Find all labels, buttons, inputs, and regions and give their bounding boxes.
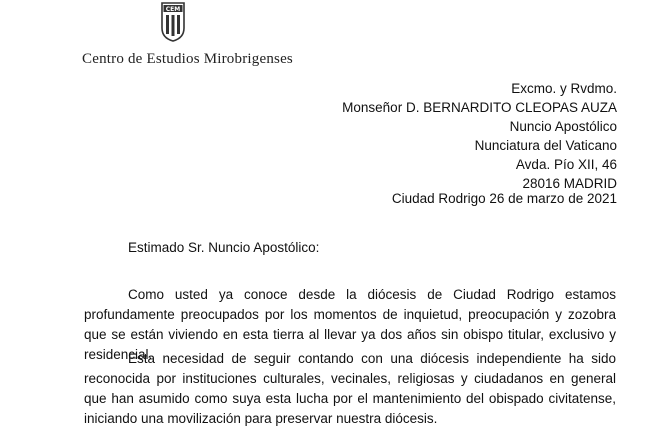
organization-name: Centro de Estudios Mirobrigenses (82, 51, 293, 67)
recipient-line: Excmo. y Rvdmo. (511, 81, 617, 96)
recipient-line: 28016 MADRID (522, 176, 617, 191)
letter-date: Ciudad Rodrigo 26 de marzo de 2021 (391, 191, 617, 206)
recipient-line: Nuncio Apostólico (509, 119, 617, 134)
logo-lettering: CEM (165, 5, 181, 13)
salutation: Estimado Sr. Nuncio Apostólico: (128, 240, 320, 255)
recipient-line: Monseñor D. BERNARDITO CLEOPAS AUZA (342, 100, 617, 115)
body-paragraph: Como usted ya conoce desde la diócesis de Ciudad Rodrigo estamos profundamente preocupados por los momentos de inquietud, preocupación y zozobra que se están viviendo en esta tierra al llevar ya dos años sin obispo titular, exclusivo y residencial. (84, 287, 616, 362)
body-paragraph: Esta necesidad de seguir contando con una diócesis independiente ha sido reconocida por instituciones culturales, vecinales, religiosas y ciudadanos en general que han asumido como suya esta lucha por el mantenimiento del obispado civitatense, iniciando una movilización para preservar nuestra diócesis. (84, 351, 616, 426)
recipient-line: Nunciatura del Vaticano (474, 138, 617, 153)
letterhead (82, 2, 293, 74)
recipient-line: Avda. Pío XII, 46 (515, 157, 617, 172)
recipient-address (342, 79, 617, 193)
cem-logo-icon (160, 2, 186, 42)
